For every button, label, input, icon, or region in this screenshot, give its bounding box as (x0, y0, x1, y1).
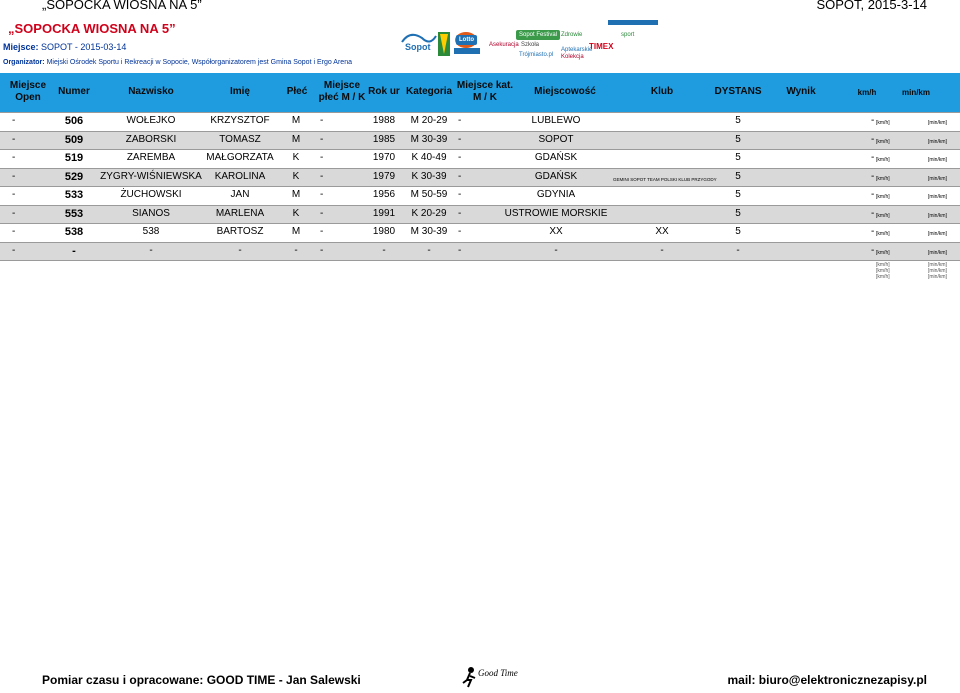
cell-distance: 5 (735, 133, 741, 145)
col-surname: Nazwisko (128, 86, 174, 97)
place-label: Miejsce: (3, 42, 39, 52)
sponsor-timex: TIMEX (589, 42, 614, 51)
sponsor-lotto: Lotto (456, 35, 477, 45)
cell-number: 506 (64, 115, 84, 127)
cell-place: - (12, 152, 16, 163)
cell-sex: M (291, 133, 301, 145)
cell-kmh: [km/h] (876, 175, 890, 182)
col-club: Klub (650, 86, 674, 97)
cell-number: - (72, 244, 76, 257)
table-row (0, 168, 960, 186)
cell-minkm: [min/km] (928, 138, 947, 145)
cell-number: 509 (64, 133, 84, 146)
cell-kmh: [km/h] (876, 157, 890, 163)
sponsor-6: Trójmiasto.pl (519, 52, 554, 58)
organizer-label: Organizator: (3, 59, 45, 66)
sponsor-5: Szkoła (521, 42, 540, 48)
col-kmh: km/h (857, 88, 877, 97)
cell-minkm: [min/km] (928, 212, 947, 219)
cell-surname: 538 (142, 226, 160, 237)
cell-number: 538 (64, 226, 84, 238)
cell-distance: 5 (735, 189, 741, 200)
ghost-minkm: [min/km] (928, 262, 947, 268)
good-time-logo-text: Good Time (478, 668, 518, 678)
cell-distance: 5 (735, 226, 741, 237)
organizer-value: Miejski Ośrodek Sportu i Rekreacji w Sopocie, Współorganizatorem jest Gmina Sopot i Ergo Arena (46, 59, 352, 66)
row-divider (0, 131, 960, 132)
cell-club: XX (655, 226, 669, 237)
cell-minkm: [min/km] (928, 194, 947, 200)
col-sex: Płeć (286, 86, 308, 97)
table-row (0, 205, 960, 223)
table-row (0, 242, 960, 260)
footer-email: mail: biuro@elektronicznezapisy.pl (727, 673, 927, 687)
cell-sex: M (291, 115, 301, 126)
cell-category: K 30-39 (411, 170, 447, 182)
cell-year: 1980 (372, 226, 396, 237)
cell-minkm: [min/km] (928, 249, 947, 256)
cell-name: - (238, 244, 242, 256)
event-title-top: „SOPOCKA WIOSNA NA 5” (42, 0, 202, 12)
cell-result: - (871, 115, 875, 126)
cell-city: XX (549, 226, 563, 237)
cell-year: 1979 (372, 170, 396, 182)
place-line (3, 42, 126, 52)
ghost-kmh: [km/h] (876, 274, 890, 280)
col-year: Rok ur (368, 86, 400, 97)
cell-place-sex: - (320, 244, 324, 256)
col-number: Numer (58, 86, 90, 97)
cell-name: KRZYSZTOF (210, 115, 270, 126)
cell-minkm: [min/km] (928, 231, 947, 237)
cell-kmh: [km/h] (876, 249, 890, 256)
cell-sex: M (291, 189, 301, 200)
cell-place-cat: - (458, 207, 462, 219)
cell-result: - (871, 244, 875, 256)
cell-place-cat: - (458, 152, 462, 163)
cell-place-sex: - (320, 152, 324, 163)
cell-place: - (12, 244, 16, 256)
cell-city: - (554, 244, 558, 256)
cell-number: 519 (64, 152, 84, 164)
good-time-logo (462, 666, 518, 688)
col-minkm: min/km (901, 88, 930, 97)
cell-club: GEMINI SOPOT TEAM POLSKI KLUB PRZYGODY (613, 176, 717, 182)
cell-place-cat: - (458, 133, 462, 145)
cell-city: USTROWIE MORSKIE (504, 207, 608, 219)
table-row (0, 186, 960, 204)
cell-place-cat: - (458, 244, 462, 256)
cell-place-sex: - (320, 170, 324, 182)
cell-surname: ZYGRY-WIŚNIEWSKA (100, 170, 202, 182)
cell-place: - (12, 115, 16, 126)
sponsor-10: sport (621, 32, 635, 38)
cell-kmh: [km/h] (876, 138, 890, 145)
cell-kmh: [km/h] (876, 212, 890, 219)
cell-result: - (871, 170, 875, 182)
cell-place-sex: - (320, 207, 324, 219)
cell-name: JAN (230, 189, 250, 200)
results-table-header (0, 73, 960, 112)
sponsor-7: Zdrowie (561, 32, 583, 38)
cell-sex: M (291, 226, 301, 237)
cell-place-sex: - (320, 115, 324, 126)
cell-place: - (12, 226, 16, 237)
event-title: „SOPOCKA WIOSNA NA 5” (8, 21, 176, 36)
ghost-minkm: [min/km] (928, 274, 947, 280)
cell-place: - (12, 133, 16, 145)
col-place-open: Miejsce Open (9, 80, 47, 103)
cell-sex: K (292, 207, 300, 219)
cell-sex: K (292, 170, 300, 182)
cell-city: LUBLEWO (531, 115, 581, 126)
cell-kmh: [km/h] (876, 120, 890, 126)
cell-category: - (427, 244, 431, 256)
cell-year: 1988 (372, 115, 396, 126)
cell-number: 553 (64, 207, 84, 220)
ghost-minkm: [min/km] (928, 268, 947, 274)
cell-category: K 20-29 (411, 207, 447, 219)
footer-credits: Pomiar czasu i opracowane: GOOD TIME - Jan Salewski (42, 673, 361, 687)
row-divider (0, 112, 960, 113)
cell-sex: - (294, 244, 298, 256)
cell-city: GDAŃSK (534, 170, 578, 182)
cell-place: - (12, 170, 16, 182)
cell-name: KAROLINA (214, 170, 266, 182)
sponsor-8: Aptekarskie (561, 47, 593, 53)
cell-distance: 5 (735, 152, 741, 163)
ghost-kmh: [km/h] (876, 262, 890, 268)
cell-place-cat: - (458, 115, 462, 126)
cell-minkm: [min/km] (928, 157, 947, 163)
cell-result: - (871, 133, 875, 145)
sponsor-9: Kolekcja (561, 54, 584, 60)
cell-place-cat: - (458, 189, 462, 200)
cell-result: - (871, 226, 875, 237)
cell-minkm: [min/km] (928, 175, 947, 182)
cell-club: - (660, 244, 664, 256)
row-divider (0, 242, 960, 243)
col-place-category: Miejsce kat. M / K (456, 80, 514, 103)
cell-distance: 5 (735, 207, 741, 219)
cell-category: K 40-49 (411, 152, 447, 163)
cell-sex: K (292, 152, 300, 163)
cell-city: GDYNIA (536, 189, 576, 200)
table-row (0, 223, 960, 241)
cell-surname: WOŁEJKO (126, 115, 176, 126)
table-row (0, 131, 960, 149)
cell-category: M 30-39 (410, 226, 448, 237)
cell-year: 1991 (372, 207, 396, 219)
ghost-kmh: [km/h] (876, 268, 890, 274)
cell-distance: - (736, 244, 740, 256)
cell-surname: ŻUCHOWSKI (120, 189, 182, 200)
cell-city: GDAŃSK (534, 152, 578, 163)
cell-distance: 5 (735, 115, 741, 126)
cell-category: M 50-59 (410, 189, 448, 200)
cell-distance: 5 (735, 170, 741, 182)
cell-year: 1970 (372, 152, 396, 163)
col-place-sex: Miejsce płeć M / K (318, 80, 366, 103)
table-row (0, 112, 960, 130)
sponsor-logos (400, 20, 658, 62)
cell-year: 1956 (372, 189, 396, 200)
sponsor-3: Asekuracja (489, 42, 519, 48)
cell-place-cat: - (458, 226, 462, 237)
row-divider (0, 149, 960, 150)
cell-name: TOMASZ (219, 133, 261, 145)
cell-place-sex: - (320, 226, 324, 237)
cell-place-sex: - (320, 133, 324, 145)
runner-icon (462, 666, 518, 688)
row-divider (0, 168, 960, 169)
row-divider (0, 260, 960, 261)
cell-year: - (382, 244, 386, 256)
cell-surname: ZABORSKI (125, 133, 177, 145)
col-city: Miejscowość (534, 86, 596, 97)
cell-name: MARLENA (215, 207, 265, 219)
cell-surname: SIANOS (132, 207, 170, 219)
sponsor-4: Sopot Festival (516, 30, 560, 40)
cell-place: - (12, 189, 16, 200)
cell-category: M 30-39 (410, 133, 448, 145)
place-value: SOPOT - 2015-03-14 (41, 42, 127, 52)
row-divider (0, 205, 960, 206)
cell-year: 1985 (372, 133, 396, 145)
col-result: Wynik (786, 86, 816, 97)
cell-minkm: [min/km] (928, 120, 947, 126)
sponsor-sopot: Sopot (405, 42, 431, 52)
cell-name: MAŁGORZATA (206, 152, 274, 163)
cell-kmh: [km/h] (876, 231, 890, 237)
cell-result: - (871, 207, 875, 219)
cell-name: BARTOSZ (216, 226, 264, 237)
cell-number: 529 (64, 170, 84, 183)
organizer-line (3, 59, 352, 66)
cell-number: 533 (64, 189, 84, 201)
cell-result: - (871, 152, 875, 163)
col-distance: DYSTANS (714, 86, 762, 97)
event-place-date: SOPOT, 2015-3-14 (816, 0, 927, 12)
cell-category: M 20-29 (410, 115, 448, 126)
row-divider (0, 223, 960, 224)
cell-place-sex: - (320, 189, 324, 200)
cell-city: SOPOT (538, 133, 574, 145)
cell-kmh: [km/h] (876, 194, 890, 200)
cell-surname: - (149, 244, 153, 256)
col-category: Kategoria (406, 86, 453, 97)
col-name: Imię (229, 86, 250, 97)
cell-result: - (871, 189, 875, 200)
cell-place-cat: - (458, 170, 462, 182)
row-divider (0, 186, 960, 187)
cell-surname: ZAREMBA (126, 152, 176, 163)
table-row (0, 149, 960, 167)
cell-place: - (12, 207, 16, 219)
